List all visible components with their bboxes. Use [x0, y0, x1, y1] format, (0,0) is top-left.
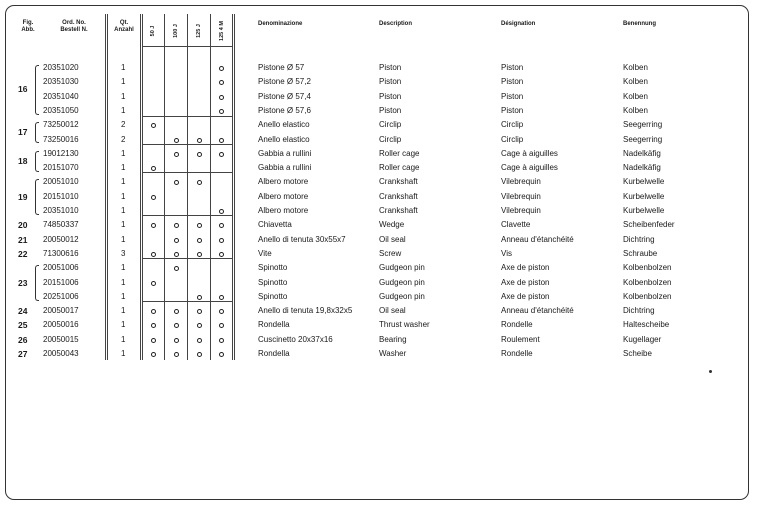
- rule-qty-left: [105, 14, 106, 360]
- french-designation: Circlip: [501, 134, 524, 144]
- applicability-mark: [219, 338, 224, 343]
- german-name: Dichtring: [623, 306, 655, 316]
- figure-number: 25: [18, 320, 28, 331]
- german-name: Scheibenfeder: [623, 220, 675, 230]
- quantity: 1: [121, 291, 126, 301]
- quantity: 1: [121, 63, 126, 72]
- italian-name: Pistone Ø 57: [258, 63, 305, 72]
- italian-name: Cuscinetto 20x37x16: [258, 334, 333, 344]
- order-number: 20351040: [43, 91, 79, 101]
- english-description: Oil seal: [379, 306, 406, 316]
- french-designation: Piston: [501, 91, 524, 101]
- french-designation: Cage à aiguilles: [501, 148, 558, 158]
- rule-group-23-end: [142, 301, 232, 302]
- rule-models-left-2: [142, 14, 143, 360]
- quantity: 2: [121, 134, 126, 144]
- rule-models-right-2: [234, 14, 235, 360]
- applicability-mark: [174, 352, 179, 357]
- applicability-mark: [151, 338, 156, 343]
- italian-name: Spinotto: [258, 291, 288, 301]
- french-designation: Anneau d'étanchéité: [501, 306, 574, 316]
- rule-models-right: [232, 14, 233, 360]
- quantity: 1: [121, 105, 126, 115]
- german-name: Kolben: [623, 77, 648, 87]
- figure-number: 21: [18, 234, 28, 245]
- quantity: 1: [121, 234, 126, 244]
- italian-name: Rondella: [258, 349, 290, 358]
- german-name: Kugellager: [623, 334, 662, 344]
- order-number: 73250012: [43, 120, 79, 130]
- english-description: Washer: [379, 349, 407, 358]
- order-number: 71300616: [43, 248, 79, 258]
- french-designation: Circlip: [501, 120, 524, 130]
- header-benennung: Benennung: [623, 21, 656, 27]
- french-designation: Vilebrequin: [501, 177, 541, 187]
- french-designation: Axe de piston: [501, 277, 550, 287]
- header-model-125-4m: 125 4 M: [219, 21, 225, 41]
- quantity: 1: [121, 220, 126, 230]
- header-abb-label: Abb.: [21, 27, 35, 33]
- order-number: 20251006: [43, 291, 79, 301]
- italian-name: Albero motore: [258, 191, 309, 201]
- quantity: 3: [121, 248, 126, 258]
- rule-header-bottom: [142, 46, 232, 47]
- german-name: Kolben: [623, 63, 648, 72]
- applicability-mark: [151, 195, 156, 200]
- french-designation: Rondelle: [501, 349, 533, 358]
- english-description: Roller cage: [379, 163, 420, 173]
- german-name: Kolbenbolzen: [623, 291, 672, 301]
- order-number: 20151006: [43, 277, 79, 287]
- header-model-50j: 50 J: [150, 25, 156, 37]
- italian-name: Vite: [258, 248, 272, 258]
- english-description: Crankshaft: [379, 191, 418, 201]
- order-number: 20050016: [43, 320, 79, 330]
- italian-name: Albero motore: [258, 177, 309, 187]
- french-designation: Vilebrequin: [501, 206, 541, 215]
- applicability-mark: [219, 252, 224, 257]
- applicability-mark: [219, 295, 224, 300]
- italian-name: Anello di tenuta 19,8x32x5: [258, 306, 353, 316]
- applicability-mark: [219, 109, 224, 114]
- german-name: Nadelkäfig: [623, 163, 661, 173]
- figure-brace: [35, 179, 39, 215]
- rule-group-22-end: [142, 258, 232, 259]
- header-anzahl-label: Anzahl: [114, 27, 134, 33]
- german-name: Kolbenbolzen: [623, 263, 672, 273]
- quantity: 1: [121, 206, 126, 215]
- german-name: Kurbelwelle: [623, 177, 665, 187]
- order-number: 73250016: [43, 134, 79, 144]
- german-name: Nadelkäfig: [623, 148, 661, 158]
- quantity: 2: [121, 120, 126, 130]
- order-number: 20351010: [43, 206, 79, 215]
- applicability-mark: [219, 66, 224, 71]
- german-name: Scheibe: [623, 349, 652, 358]
- french-designation: Cage à aiguilles: [501, 163, 558, 173]
- applicability-mark: [151, 252, 156, 257]
- applicability-mark: [219, 352, 224, 357]
- header-description: Description: [379, 21, 413, 27]
- figure-number: 27: [18, 349, 28, 359]
- french-designation: Vis: [501, 248, 512, 258]
- header-fig-label: Fig.: [22, 20, 34, 26]
- german-name: Kolben: [623, 91, 648, 101]
- quantity: 1: [121, 349, 126, 358]
- order-number: 20050012: [43, 234, 79, 244]
- order-number: 20151010: [43, 191, 79, 201]
- quantity: 1: [121, 263, 126, 273]
- applicability-mark: [197, 138, 202, 143]
- figure-brace: [35, 151, 39, 172]
- english-description: Roller cage: [379, 148, 420, 158]
- applicability-mark: [151, 352, 156, 357]
- applicability-mark: [197, 152, 202, 157]
- german-name: Kolbenbolzen: [623, 277, 672, 287]
- quantity: 1: [121, 177, 126, 187]
- applicability-mark: [197, 238, 202, 243]
- rule-qty-left-2: [107, 14, 108, 360]
- order-number: 20051006: [43, 263, 79, 273]
- quantity: 1: [121, 277, 126, 287]
- stray-dot: [709, 370, 712, 373]
- applicability-mark: [219, 138, 224, 143]
- header-qty: [110, 20, 138, 34]
- quantity: 1: [121, 77, 126, 87]
- rule-model-3: [210, 14, 211, 360]
- header-denominazione: Denominazione: [258, 21, 303, 27]
- german-name: Seegerring: [623, 134, 663, 144]
- applicability-mark: [197, 295, 202, 300]
- figure-number: 18: [18, 155, 28, 166]
- figure-brace: [35, 65, 39, 115]
- applicability-mark: [174, 238, 179, 243]
- quantity: 1: [121, 334, 126, 344]
- rule-group-19-end: [142, 215, 232, 216]
- english-description: Wedge: [379, 220, 405, 230]
- rule-models-left: [140, 14, 141, 360]
- french-designation: Axe de piston: [501, 291, 550, 301]
- italian-name: Gabbia a rullini: [258, 148, 312, 158]
- french-designation: Roulement: [501, 334, 540, 344]
- order-number: 20351030: [43, 77, 79, 87]
- german-name: Schraube: [623, 248, 658, 258]
- header-model-100j: 100 J: [173, 24, 179, 38]
- french-designation: Piston: [501, 105, 524, 115]
- italian-name: Spinotto: [258, 263, 288, 273]
- italian-name: Pistone Ø 57,4: [258, 91, 311, 101]
- order-number: 20050017: [43, 306, 79, 316]
- italian-name: Anello di tenuta 30x55x7: [258, 234, 346, 244]
- english-description: Piston: [379, 63, 402, 72]
- german-name: Kolben: [623, 105, 648, 115]
- french-designation: Clavette: [501, 220, 531, 230]
- header-bestell-label: Bestell N.: [60, 27, 88, 33]
- order-number: 20151070: [43, 163, 79, 173]
- italian-name: Albero motore: [258, 206, 309, 215]
- english-description: Gudgeon pin: [379, 277, 425, 287]
- figure-number: 20: [18, 220, 28, 231]
- english-description: Piston: [379, 105, 402, 115]
- figure-brace: [35, 122, 39, 143]
- french-designation: Rondelle: [501, 320, 533, 330]
- quantity: 1: [121, 191, 126, 201]
- figure-number: 23: [18, 277, 28, 288]
- italian-name: Gabbia a rullini: [258, 163, 312, 173]
- applicability-mark: [219, 152, 224, 157]
- order-number: 20351020: [43, 63, 79, 72]
- german-name: Kurbelwelle: [623, 206, 665, 215]
- order-number: 20351050: [43, 105, 79, 115]
- italian-name: Rondella: [258, 320, 290, 330]
- english-description: Oil seal: [379, 234, 406, 244]
- italian-name: Pistone Ø 57,6: [258, 105, 311, 115]
- figure-number: 19: [18, 191, 28, 202]
- english-description: Screw: [379, 248, 402, 258]
- header-fig: [17, 20, 39, 34]
- figure-number: 24: [18, 306, 28, 317]
- applicability-mark: [219, 209, 224, 214]
- rule-group-16-end: [142, 116, 232, 117]
- english-description: Thrust washer: [379, 320, 430, 330]
- italian-name: Anello elastico: [258, 134, 310, 144]
- order-number: 74850337: [43, 220, 79, 230]
- rule-model-1: [164, 14, 165, 360]
- applicability-mark: [197, 252, 202, 257]
- order-number: 19012130: [43, 148, 79, 158]
- applicability-mark: [174, 338, 179, 343]
- german-name: Dichtring: [623, 234, 655, 244]
- english-description: Crankshaft: [379, 177, 418, 187]
- applicability-mark: [151, 281, 156, 286]
- french-designation: Axe de piston: [501, 263, 550, 273]
- german-name: Seegerring: [623, 120, 663, 130]
- applicability-mark: [197, 338, 202, 343]
- french-designation: Piston: [501, 77, 524, 87]
- rule-group-18-end: [142, 172, 232, 173]
- figure-number: 22: [18, 248, 28, 259]
- applicability-mark: [174, 138, 179, 143]
- french-designation: Anneau d'étanchéité: [501, 234, 574, 244]
- order-number: 20051010: [43, 177, 79, 187]
- english-description: Piston: [379, 77, 402, 87]
- figure-number: 17: [18, 127, 28, 138]
- english-description: Piston: [379, 91, 402, 101]
- applicability-mark: [219, 95, 224, 100]
- quantity: 1: [121, 163, 126, 173]
- quantity: 1: [121, 320, 126, 330]
- applicability-mark: [219, 238, 224, 243]
- italian-name: Pistone Ø 57,2: [258, 77, 311, 87]
- english-description: Bearing: [379, 334, 407, 344]
- header-model-125j: 125 J: [196, 24, 202, 38]
- applicability-mark: [174, 152, 179, 157]
- header-ord-no-label: Ord. No.: [62, 20, 86, 26]
- italian-name: Spinotto: [258, 277, 288, 287]
- rule-group-17-end: [142, 144, 232, 145]
- figure-number: 16: [18, 84, 28, 95]
- quantity: 1: [121, 148, 126, 158]
- german-name: Haltescheibe: [623, 320, 670, 330]
- german-name: Kurbelwelle: [623, 191, 665, 201]
- english-description: Gudgeon pin: [379, 291, 425, 301]
- quantity: 1: [121, 306, 126, 316]
- header-ord-no: [44, 20, 104, 34]
- order-number: 20050015: [43, 334, 79, 344]
- english-description: Crankshaft: [379, 206, 418, 215]
- french-designation: Piston: [501, 63, 524, 72]
- english-description: Circlip: [379, 134, 402, 144]
- rule-model-2: [187, 14, 188, 360]
- italian-name: Anello elastico: [258, 120, 310, 130]
- applicability-mark: [174, 252, 179, 257]
- english-description: Gudgeon pin: [379, 263, 425, 273]
- header-qt-label: Qt.: [119, 20, 129, 26]
- french-designation: Vilebrequin: [501, 191, 541, 201]
- header-designation: Désignation: [501, 21, 536, 27]
- figure-brace: [35, 265, 39, 301]
- quantity: 1: [121, 91, 126, 101]
- applicability-mark: [197, 352, 202, 357]
- figure-number: 26: [18, 334, 28, 345]
- english-description: Circlip: [379, 120, 402, 130]
- order-number: 20050043: [43, 349, 79, 358]
- italian-name: Chiavetta: [258, 220, 292, 230]
